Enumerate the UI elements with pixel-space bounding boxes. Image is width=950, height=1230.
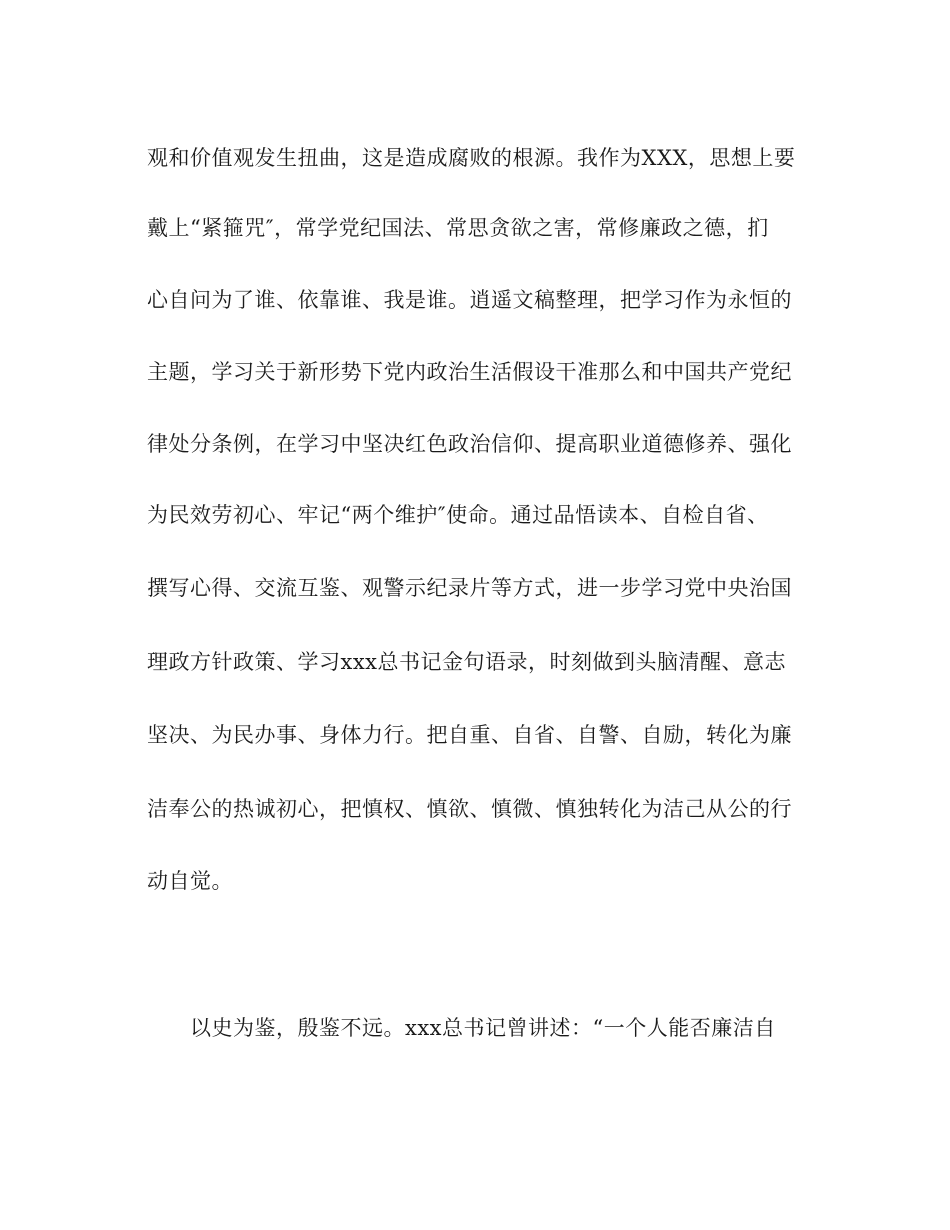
paragraph-1-line-7: 撰写心得、交流互鉴、观警示纪录片等方式，进一步学习党中央治国 <box>147 576 792 600</box>
paragraph-1-line-5: 律处分条例，在学习中坚决红色政治信仰、提高职业道德修养、强化 <box>147 432 792 456</box>
paragraph-1-line-4: 主题，学习关于新形势下党内政治生活假设干准那么和中国共产党纪 <box>147 360 792 384</box>
paragraph-1-line-9: 坚决、为民办事、身体力行。把自重、自省、自警、自励，转化为廉 <box>147 723 792 747</box>
paragraph-1-line-6: 为民效劳初心、牢记“两个维护″使命。通过品悟读本、自检自省、 <box>147 503 769 527</box>
paragraph-1-line-8: 理政方针政策、学习xxx总书记金句语录，时刻做到头脑清醒、意志 <box>147 650 787 674</box>
paragraph-1-line-1: 观和价值观发生扭曲，这是造成腐败的根源。我作为XXX，思想上要 <box>147 146 796 170</box>
paragraph-1-line-2: 戴上“紧箍咒″，常学党纪国法、常思贪欲之害，常修廉政之德，扪 <box>147 216 769 240</box>
paragraph-2-line-1: 以史为鉴，殷鉴不远。xxx总书记曾讲述：“一个人能否廉洁自 <box>190 1016 776 1040</box>
paragraph-1-line-3: 心自问为了谁、依靠谁、我是谁。逍遥文稿整理，把学习作为永恒的 <box>147 288 792 312</box>
paragraph-1-line-10: 洁奉公的热诚初心，把慎权、慎欲、慎微、慎独转化为洁己从公的行 <box>147 797 792 821</box>
paragraph-1-line-11: 动自觉。 <box>147 869 233 893</box>
